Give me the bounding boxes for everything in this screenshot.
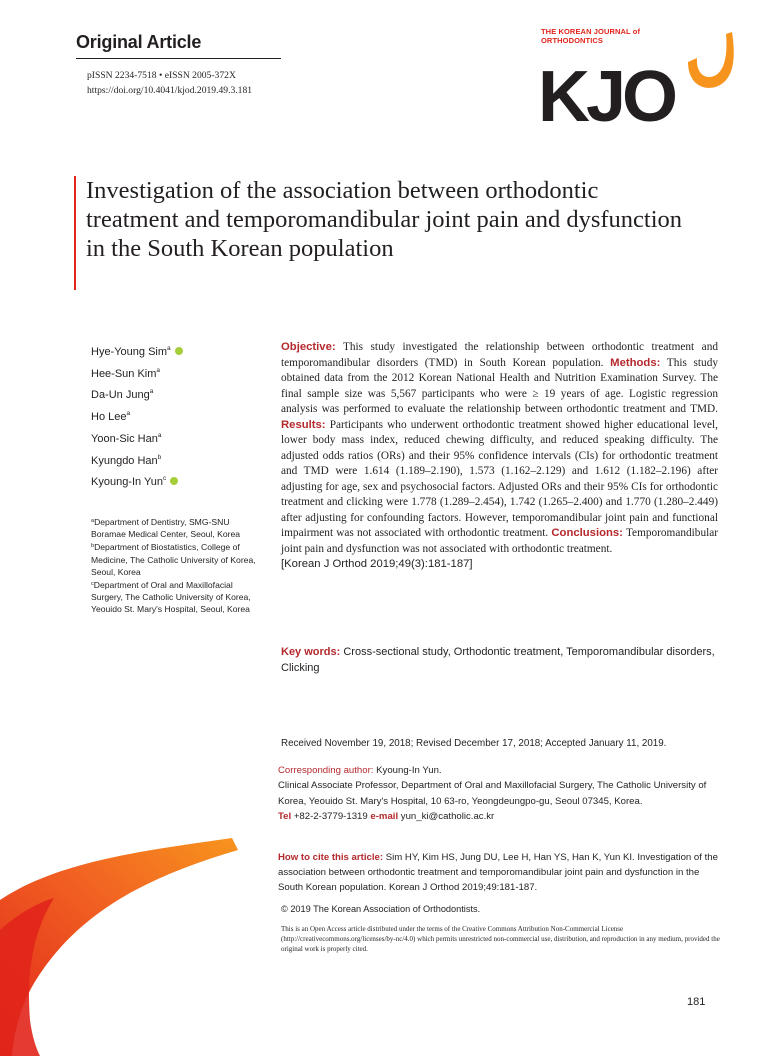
how-to-cite (278, 850, 718, 896)
results-heading: Results: (281, 418, 326, 431)
author-affiliation-mark: a (149, 388, 154, 396)
tel-label: Tel (278, 811, 292, 823)
conclusions-heading: Conclusions: (551, 527, 623, 539)
orcid-icon[interactable] (170, 477, 178, 485)
affiliation-item (91, 540, 266, 578)
author-affiliation-mark: c (162, 475, 167, 483)
email-link[interactable]: yun_ki@catholic.ac.kr (400, 811, 495, 823)
author-item (91, 427, 183, 449)
affiliation-text: Department of Biostatistics, College of Medicine, The Catholic University of Korea, Seoul, Korea (91, 542, 256, 577)
cite-heading: How to cite this article: (278, 852, 384, 863)
author-affiliation-mark: b (157, 453, 162, 461)
keywords (281, 645, 718, 676)
article-title: Investigation of the association between orthodontic treatment and temporomandibular joint pain and dysfunction in the South Korean population (86, 177, 683, 262)
header-divider (76, 58, 281, 59)
author-affiliation-mark: a (126, 410, 131, 418)
email-label: e-mail (370, 811, 399, 823)
objective-text: This study investigated the relationship between orthodontic treatment and temporomandibular disorders (TMD) in South Korean population. (281, 341, 718, 369)
author-list (91, 340, 183, 492)
decorative-swoosh-icon (0, 780, 250, 1056)
corresponding-heading: Corresponding author: (278, 765, 374, 776)
page-number: 181 (687, 996, 706, 1008)
svg-text:KJO: KJO (538, 57, 675, 132)
author-name: Yoon-Sic Han (91, 432, 158, 445)
affiliation-item (91, 515, 266, 540)
logo-journal-line1: THE KOREAN JOURNAL of (541, 27, 641, 36)
corresponding-address: Clinical Associate Professor, Department of Oral and Maxillofacial Surgery, The Catholic University of Korea, Yeouido St. Mary's Hospital, 10 63-ro, Yeongdeungpo-gu, Seoul 07345, Korea. (278, 780, 707, 807)
author-item (91, 470, 183, 492)
author-name: Hye-Young Sim (91, 346, 168, 358)
author-item (91, 383, 183, 405)
logo-journal-name (541, 28, 640, 45)
author-affiliation-mark: a (167, 345, 171, 352)
results-text: Participants who underwent orthodontic treatment showed higher educational level, lower body mass index, reduced chewing difficulty, and reduced speaking difficulty. The adjusted odds ratios (ORs) and their 95% confidence intervals (CIs) for orthodontic treatment and TMD were 1.614 (1.189–2.190), 1.573 (1.162–2.129) and 1.612 (1.182–2.196) after adjusting for age, sex and psychosocial factors. Adjusted ORs and their 95% CIs for orthodontic treatment and clicking were 1.778 (1.289–2.454), 1.742 (1.265–2.400) and 1.770 (1.280–2.449) after adjusting for confounding factors. However, temporomandibular joint pain and functional impairment was not associated with orthodontic treatment. (281, 418, 718, 539)
author-item (91, 362, 183, 384)
affiliation-item (91, 578, 266, 616)
objective-heading: Objective: (281, 341, 336, 353)
affiliation-mark: a (91, 518, 95, 524)
affiliation-mark: b (91, 543, 95, 550)
author-affiliation-mark: a (157, 431, 162, 439)
methods-heading: Methods: (610, 356, 661, 369)
tel-value: +82-2-3779-1319 (293, 811, 368, 823)
received-dates: Received November 19, 2018; Revised December 17, 2018; Accepted January 11, 2019. (281, 738, 667, 749)
corresponding-author (278, 763, 718, 825)
affiliation-text: Department of Oral and Maxillofacial Surgery, The Catholic University of Korea, Yeouido St. Mary's Hospital, Seoul, Korea (91, 580, 251, 615)
author-name: Ho Lee (91, 411, 127, 424)
issn-block (87, 68, 252, 98)
journal-citation: [Korean J Orthod 2019;49(3):181-187] (281, 558, 473, 570)
affiliation-list (91, 515, 266, 616)
license-notice: This is an Open Access article distributed under the terms of the Creative Commons Attribution Non-Commercial License (http://creativecommons.org/licenses/by-nc/4.0) which permits unrestricted non-commercial use, distribution, and reproduction in any medium, provided the original work is properly cited. (281, 925, 720, 953)
affiliation-text: Department of Dentistry, SMG-SNU Boramae Medical Center, Seoul, Korea (91, 517, 241, 540)
author-affiliation-mark: a (156, 366, 161, 374)
author-item (91, 405, 183, 427)
keywords-text: Cross-sectional study, Orthodontic treatment, Temporomandibular disorders, Clicking (281, 646, 715, 674)
orcid-icon[interactable] (175, 347, 183, 355)
journal-logo (538, 22, 738, 132)
copyright-notice: © 2019 The Korean Association of Orthodontists. (281, 904, 481, 914)
title-accent-bar (74, 176, 76, 290)
issn-line: pISSN 2234-7518 • eISSN 2005-372X (87, 70, 236, 81)
author-name: Kyungdo Han (91, 454, 158, 467)
author-name: Hee-Sun Kim (91, 367, 157, 380)
conclusions-text: Temporomandibular joint pain and dysfunction was not associated with orthodontic treatment. (281, 527, 719, 555)
author-name: Da-Un Jung (91, 389, 150, 402)
author-name: Kyoung-In Yun (91, 476, 163, 489)
article-type-label: Original Article (76, 32, 202, 52)
logo-journal-line2: ORTHODONTICS (541, 35, 604, 45)
methods-text: This study obtained data from the 2012 Korean National Health and Nutrition Examination Survey. The final sample size was 5,567 participants who were ≥ 19 years of age. Logistic regression analysis was performed to evaluate the relationship between orthodontic treatment and TMD. (281, 356, 718, 415)
author-item (91, 340, 183, 362)
affiliation-mark: c (91, 581, 94, 588)
corresponding-name: Kyoung-In Yun. (376, 765, 442, 776)
cite-text: Sim HY, Kim HS, Jung DU, Lee H, Han YS, Han K, Yun KI. Investigation of the association between orthodontic treatment and temporomandibular joint pain and dysfunction in the South Korean population. Korean J Orthod 2019;49:181-187. (278, 852, 718, 894)
author-item (91, 449, 183, 471)
abstract (281, 340, 718, 573)
doi-link[interactable]: https://doi.org/10.4041/kjod.2019.49.3.181 (87, 85, 253, 96)
keywords-heading: Key words: (281, 646, 341, 658)
